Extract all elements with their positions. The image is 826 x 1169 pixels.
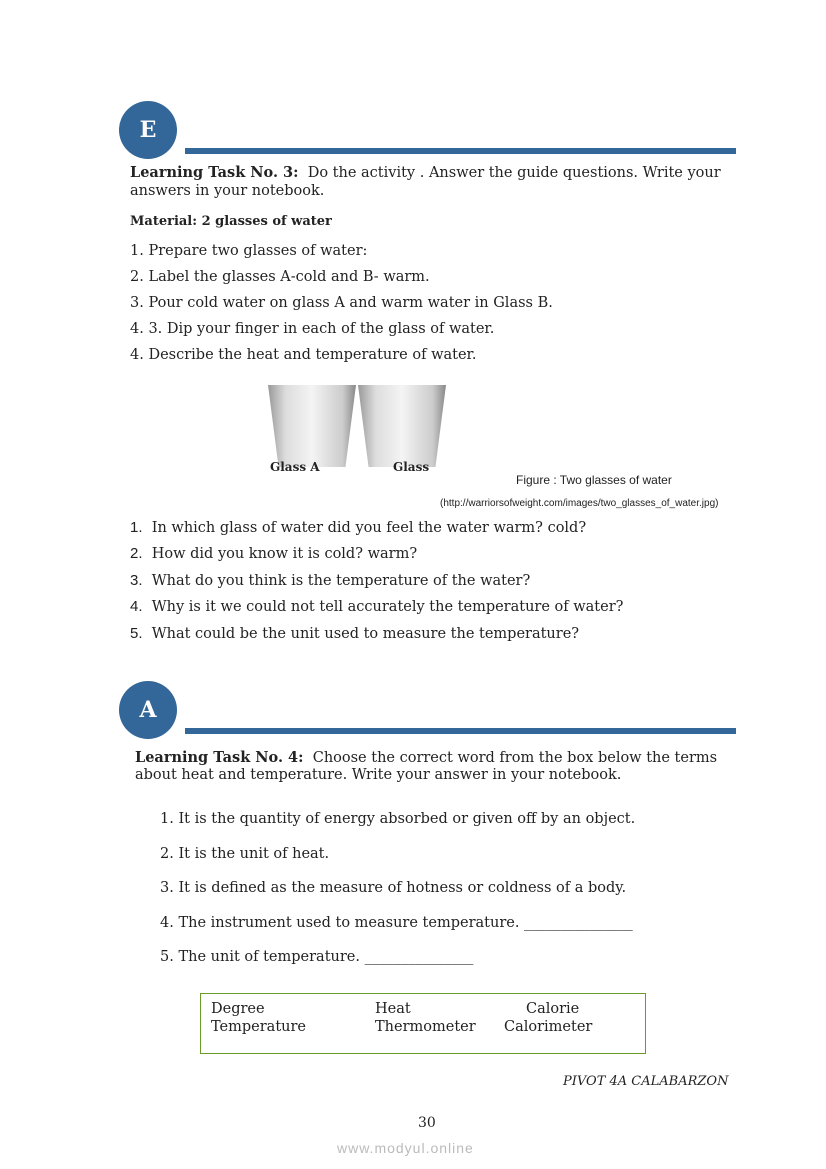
section-a-badge: A	[119, 681, 177, 739]
task3-line1	[130, 164, 721, 181]
task4-text: Choose the correct word from the box below the terms	[312, 750, 718, 766]
word: Temperature	[211, 1019, 306, 1035]
glass-a-image	[268, 385, 356, 467]
task4-line2: about heat and temperature. Write your answer in your notebook.	[135, 767, 622, 783]
question-number: 3.	[130, 572, 143, 589]
step: 4. Describe the heat and temperature of water.	[130, 347, 477, 363]
word: Heat	[375, 1001, 411, 1017]
question-number: 5.	[130, 625, 143, 642]
question-number: 4.	[130, 598, 143, 615]
glass-b-image	[358, 385, 446, 467]
word: Calorie	[526, 1001, 580, 1017]
task4-title: Learning Task No. 4:	[135, 749, 304, 766]
item: 3. It is defined as the measure of hotness or coldness of a body.	[160, 880, 627, 896]
task3-line2: answers in your notebook.	[130, 183, 325, 199]
step: 3. Pour cold water on glass A and warm water in Glass B.	[130, 295, 553, 311]
question: Why is it we could not tell accurately the temperature of water?	[151, 599, 624, 615]
footer-org: PIVOT 4A CALABARZON	[563, 1074, 729, 1089]
item: 5. The unit of temperature. _______________	[160, 949, 474, 965]
figure-source: (http://warriorsofweight.com/images/two_glasses_of_water.jpg)	[440, 498, 719, 509]
question-number: 2.	[130, 545, 143, 562]
figure-caption: Figure : Two glasses of water	[516, 473, 672, 487]
task3-text: Do the activity . Answer the guide questions. Write your	[307, 165, 721, 181]
page-number: 30	[418, 1115, 436, 1131]
step: 1. Prepare two glasses of water:	[130, 243, 368, 259]
item: 2. It is the unit of heat.	[160, 846, 330, 862]
item: 4. The instrument used to measure temperature. _______________	[160, 915, 633, 931]
question: In which glass of water did you feel the water warm? cold?	[151, 520, 587, 536]
question: What do you think is the temperature of the water?	[151, 573, 531, 589]
glass-b-label: Glass	[393, 460, 430, 474]
word: Thermometer	[375, 1019, 476, 1035]
glass-a-label: Glass A	[270, 460, 320, 474]
word: Calorimeter	[504, 1019, 593, 1035]
question-number: 1.	[130, 519, 143, 536]
watermark: www.modyul.online	[337, 1140, 474, 1156]
task3-title: Learning Task No. 3:	[130, 164, 299, 181]
section-divider	[185, 728, 736, 734]
material: Material: 2 glasses of water	[130, 214, 332, 229]
task4-line1	[135, 749, 717, 766]
item: 1. It is the quantity of energy absorbed or given off by an object.	[160, 811, 636, 827]
step: 4. 3. Dip your finger in each of the glass of water.	[130, 321, 495, 337]
word: Degree	[211, 1001, 265, 1017]
question: How did you know it is cold? warm?	[151, 546, 418, 562]
step: 2. Label the glasses A-cold and B- warm.	[130, 269, 430, 285]
section-divider	[185, 148, 736, 154]
section-e-badge: E	[119, 101, 177, 159]
question: What could be the unit used to measure the temperature?	[151, 626, 580, 642]
